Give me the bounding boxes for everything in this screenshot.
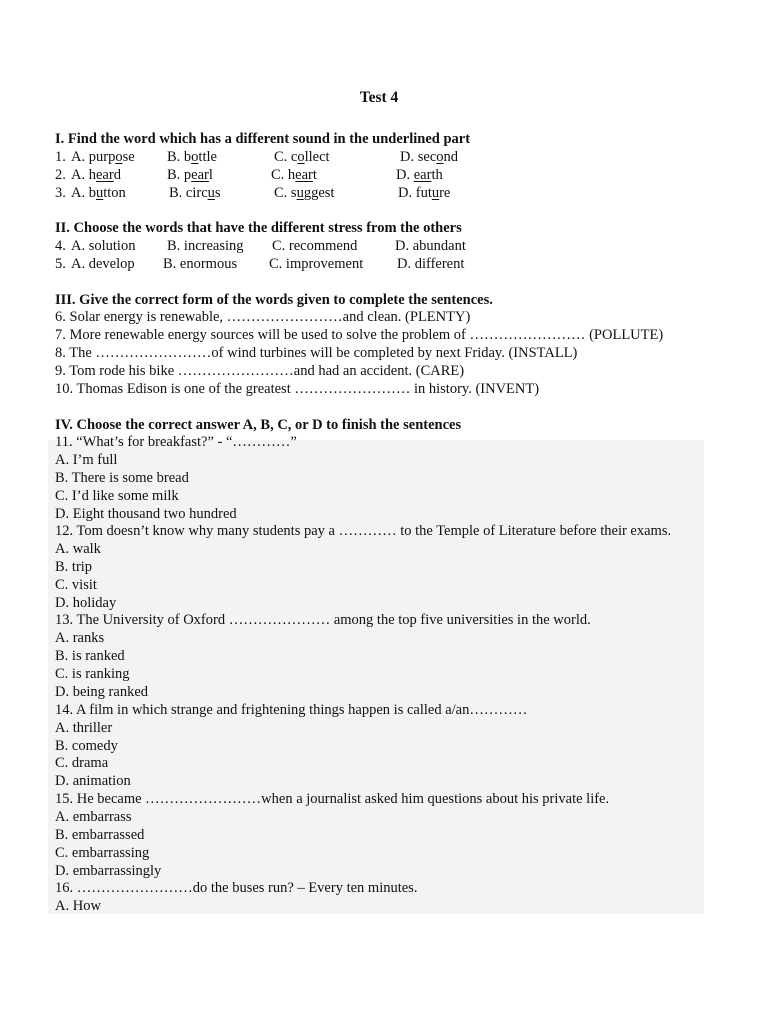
question-stem: 12. Tom doesn’t know why many students pay a ………… to the Temple of Literature before their exams.: [55, 523, 672, 539]
sentence-line: 8. The ……………………of wind turbines will be completed by next Friday. (INSTALL): [55, 345, 578, 361]
question-stem: 16. ……………………do the buses run? – Every ten minutes.: [55, 880, 418, 896]
answer-option: A. embarrass: [55, 809, 132, 825]
option: D. second: [400, 149, 458, 165]
answer-option: C. is ranking: [55, 666, 130, 682]
sentence-line: 6. Solar energy is renewable, ……………………and clean. (PLENTY): [55, 309, 471, 325]
question-row: [55, 255, 615, 273]
underlined-sound: ear: [95, 167, 114, 183]
section-2-heading: II. Choose the words that have the different stress from the others: [55, 220, 462, 236]
question-stem: 11. “What’s for breakfast?” - “…………”: [55, 434, 297, 450]
option: B. pearl: [167, 167, 213, 183]
question-stem: 14. A film in which strange and frightening things happen is called a/an…………: [55, 702, 528, 718]
answer-option: A. I’m full: [55, 452, 118, 468]
underlined-sound: o: [115, 149, 123, 165]
section-3-heading: III. Give the correct form of the words given to complete the sentences.: [55, 292, 493, 308]
option: D. abundant: [395, 238, 466, 254]
underlined-sound: o: [436, 149, 444, 165]
question-row: [55, 237, 615, 255]
question-stem: 15. He became ……………………when a journalist asked him questions about his private life.: [55, 791, 610, 807]
section-4-heading: IV. Choose the correct answer A, B, C, or D to finish the sentences: [55, 417, 462, 433]
answer-option: B. There is some bread: [55, 470, 189, 486]
answer-option: B. is ranked: [55, 648, 125, 664]
answer-option: A. ranks: [55, 630, 105, 646]
underlined-sound: ear: [413, 167, 432, 183]
underlined-sound: u: [95, 185, 104, 201]
underlined-sound: u: [296, 185, 304, 201]
option: C. collect: [274, 149, 330, 165]
answer-option: C. drama: [55, 755, 109, 771]
sentence-line: 7. More renewable energy sources will be used to solve the problem of …………………… (POLLUTE): [55, 327, 664, 343]
option: D. different: [397, 256, 465, 272]
underlined-sound: u: [431, 185, 440, 201]
question-stem: 13. The University of Oxford ………………… among the top five universities in the world.: [55, 612, 591, 628]
question-number: 2.: [55, 167, 66, 183]
question-number: 5.: [55, 256, 66, 272]
answer-option: D. embarrassingly: [55, 863, 162, 879]
answer-option: C. I’d like some milk: [55, 488, 179, 504]
option: C. heart: [271, 167, 317, 183]
question-row: [55, 166, 615, 184]
sentence-line: 9. Tom rode his bike ……………………and had an accident. (CARE): [55, 363, 465, 379]
option: C. suggest: [274, 185, 335, 201]
answer-option: A. thriller: [55, 720, 113, 736]
section-1-heading: I. Find the word which has a different sound in the underlined part: [55, 131, 471, 147]
option: A. button: [71, 185, 126, 201]
page-title: Test 4: [359, 89, 399, 106]
option: B. increasing: [167, 238, 244, 254]
option: A. solution: [71, 238, 136, 254]
option: B. circus: [169, 185, 221, 201]
option: C. improvement: [269, 256, 364, 272]
question-row: [55, 184, 615, 202]
sentence-line: 10. Thomas Edison is one of the greatest …………………… in history. (INVENT): [55, 381, 540, 397]
question-number: 3.: [55, 185, 66, 201]
question-number: 4.: [55, 238, 66, 254]
answer-option: D. Eight thousand two hundred: [55, 506, 237, 522]
underlined-sound: ear: [191, 167, 209, 183]
answer-option: D. being ranked: [55, 684, 149, 700]
option: D. earth: [396, 167, 443, 183]
answer-option: B. embarrassed: [55, 827, 145, 843]
option: A. heard: [71, 167, 121, 183]
answer-option: B. comedy: [55, 738, 118, 754]
option: C. recommend: [272, 238, 358, 254]
option: D. future: [398, 185, 451, 201]
option: B. bottle: [167, 149, 217, 165]
answer-option: D. animation: [55, 773, 131, 789]
option: A. develop: [71, 256, 135, 272]
underlined-sound: o: [191, 149, 199, 165]
answer-option: A. walk: [55, 541, 101, 557]
question-number: 1.: [55, 149, 66, 165]
option: A. purpose: [71, 149, 135, 165]
answer-option: C. visit: [55, 577, 97, 593]
underlined-sound: o: [297, 149, 305, 165]
answer-option: A. How: [55, 898, 101, 914]
answer-option: C. embarrassing: [55, 845, 150, 861]
answer-option: B. trip: [55, 559, 93, 575]
question-row: [55, 148, 615, 166]
answer-option: D. holiday: [55, 595, 117, 611]
underlined-sound: ear: [295, 167, 313, 183]
underlined-sound: u: [207, 185, 215, 201]
option: B. enormous: [163, 256, 238, 272]
